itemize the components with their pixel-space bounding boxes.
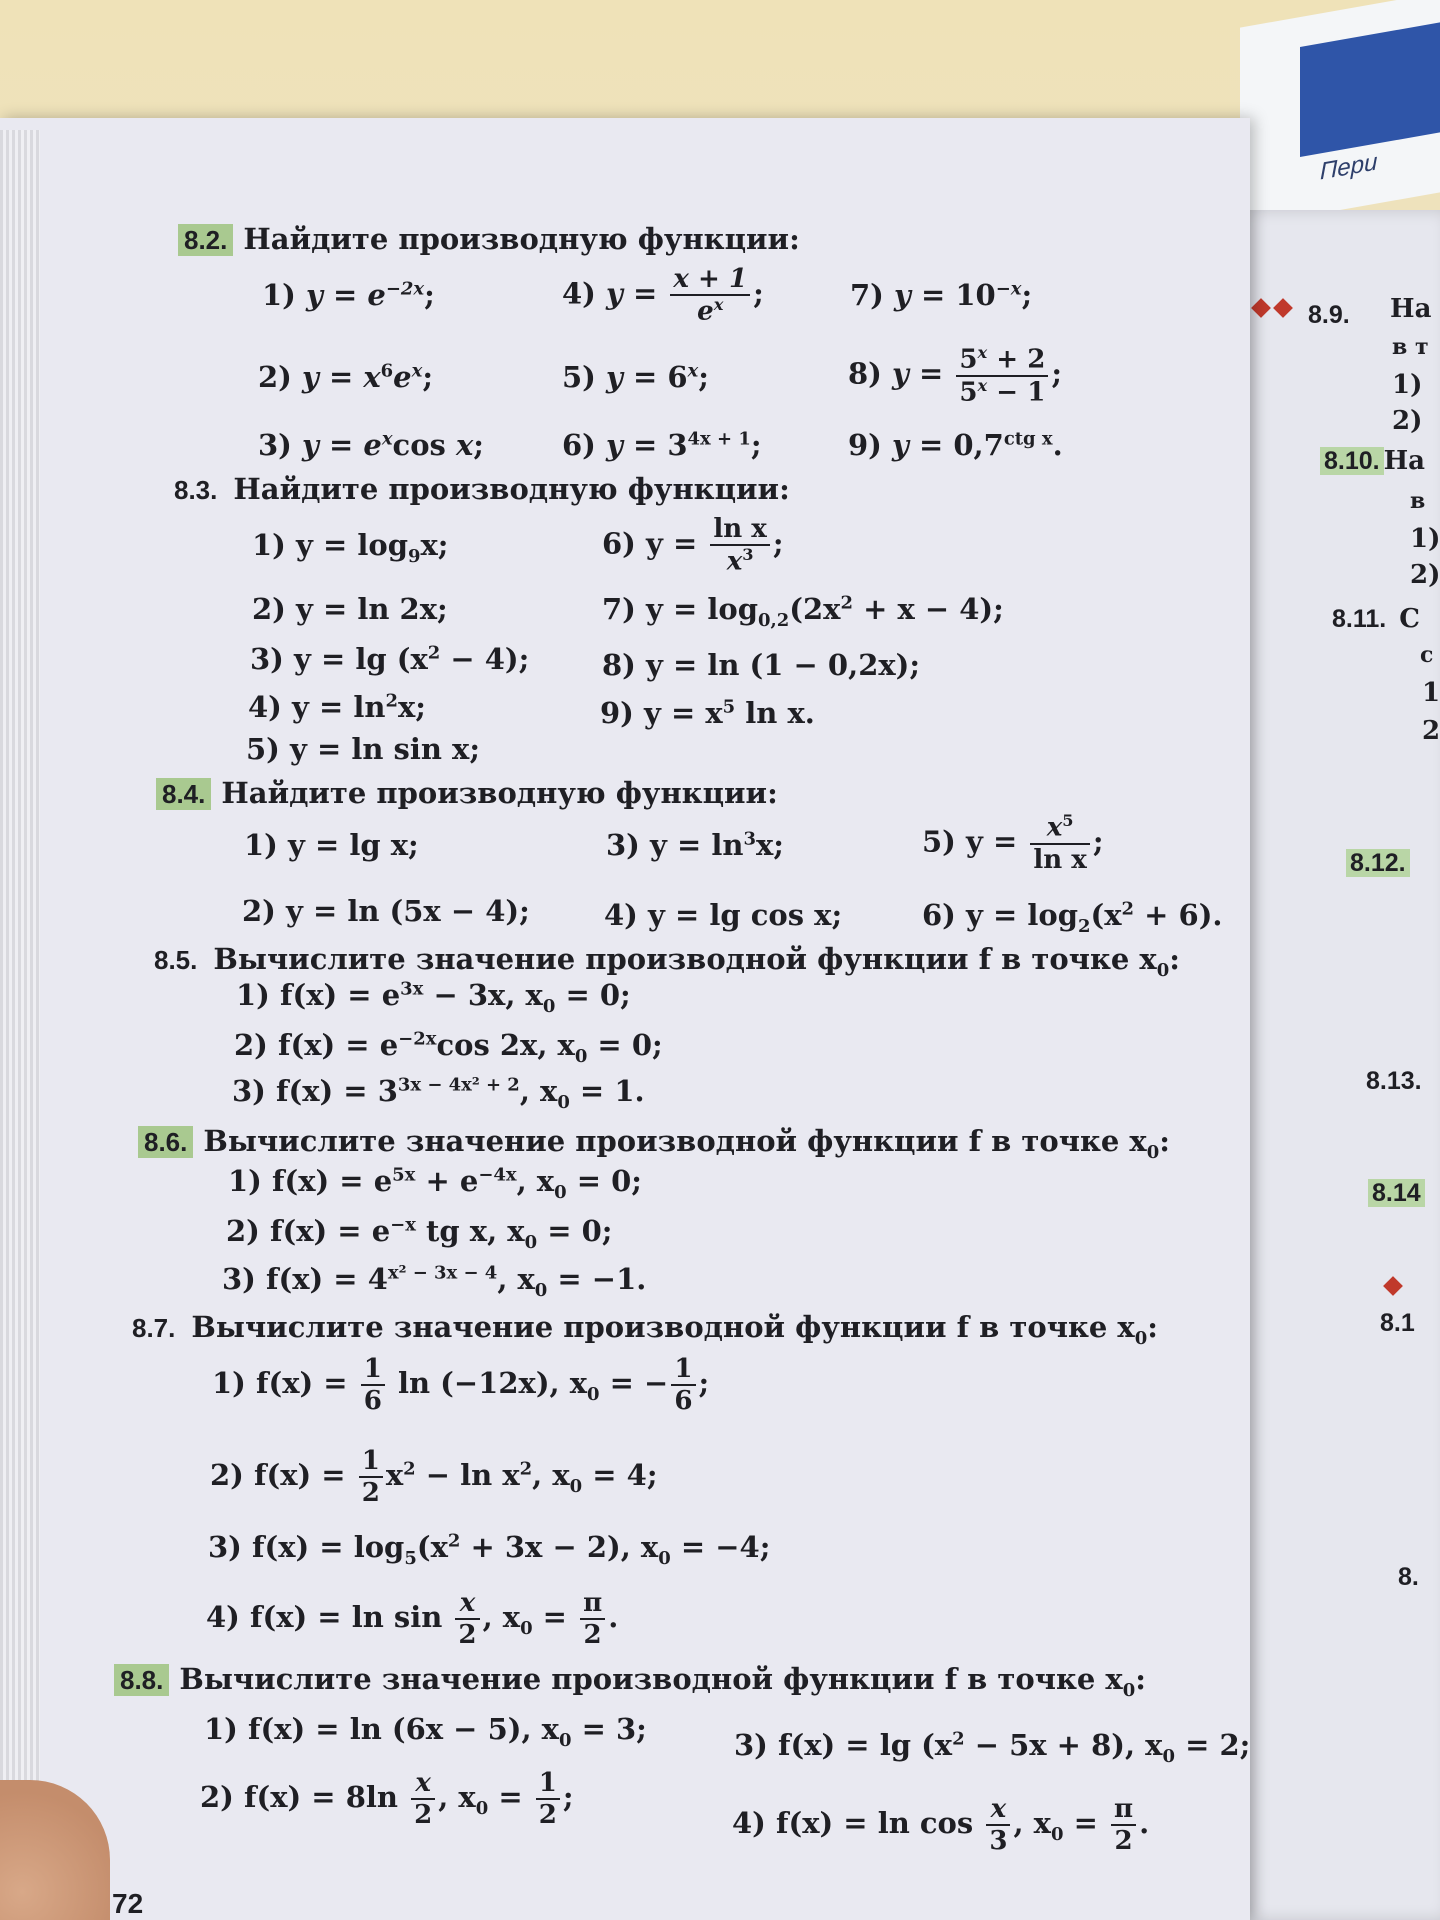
task: 1) f(x) = $\frac{1}{6}$ ln (−12x), $x_0$ = − $\frac{1}{6}$ ; [212, 1353, 710, 1416]
exercise-header: 8.2. Найдите производную функции: [178, 222, 800, 256]
card-blue-block [1300, 21, 1440, 157]
task: 2) $f(x) = e^{-x}$ tg x, $x_0 = 0$; [226, 1214, 613, 1253]
rp-line: 8.9. [1308, 301, 1350, 329]
rp-line: На [1390, 294, 1432, 324]
right-page [1242, 210, 1440, 1920]
diamond-icon [1251, 298, 1271, 318]
exercise-header: 8.8. Вычислите значение производной функции f в точке $x_0$: [114, 1662, 1146, 1701]
task: 2) y = ln 2x; [252, 592, 448, 626]
rp-line: 8. [1398, 1563, 1419, 1591]
rp-line: 1) [1392, 370, 1423, 400]
diamond-icon [1273, 298, 1293, 318]
task: 8) y = ln (1 − 0,2x); [602, 648, 921, 682]
task: 3) $f(x) = 4^{x^2 - 3x - 4}$, $x_0 = -1$. [222, 1262, 647, 1301]
task: 2) $f(x) = e^{-2x}\cos$ 2x, $x_0 = 0$; [234, 1028, 663, 1067]
exercise-header: 8.7. Вычислите значение производной функции f в точке $x_0$: [132, 1310, 1158, 1349]
page-number: 72 [112, 1888, 144, 1919]
task: 3) $y = \ln^3x$; [606, 828, 784, 862]
task: 2) $y = x^6e^x$; [258, 360, 434, 394]
task: 1) $y = e^{-2x}$; [262, 278, 435, 312]
rp-line [1250, 292, 1294, 322]
task: 3) $f(x) = 3^{3x - 4x^2 + 2}$, $x_0 = 1$. [232, 1074, 645, 1113]
task: 4) $y = \ln^2x$; [248, 690, 426, 724]
task: 1) y = lg x; [244, 828, 419, 862]
rp-line: в т [1392, 334, 1429, 360]
task: 1) $y = \log_9x$; [252, 528, 449, 567]
rp-line: 8.11. С [1332, 604, 1420, 634]
page-edge [0, 130, 40, 1920]
rp-line [1382, 1270, 1404, 1300]
diamond-icon [1383, 1276, 1403, 1296]
task: 2) f(x) = $\frac{1}{2}$ $x^2 - \ln x^2$, $x_0 = 4$; [210, 1445, 658, 1508]
task: 7) $y = \log_{0,2}(2x^2 + x - 4)$; [602, 592, 1004, 631]
rp-line: в [1410, 488, 1426, 514]
task: 2) y = ln (5x − 4); [242, 894, 530, 928]
task: 6) y = $\frac{\text{ln x}}{x^3}$ ; [602, 513, 784, 577]
task: 3) $y = e^x\cos$ x; [258, 428, 484, 462]
exercise-header: 8.6. Вычислите значение производной функции f в точке $x_0$: [138, 1124, 1170, 1163]
task: 6) $y = 3^{4x + 1}$; [562, 428, 762, 462]
task: 4) f(x) = ln sin $\frac{x}{2}$ , $x_0$ = $\frac{\pi}{2}$ . [206, 1587, 619, 1650]
rp-line: 8.14 [1368, 1178, 1425, 1208]
task: 5) y = ln sin x; [246, 732, 481, 766]
rp-line: с [1420, 642, 1434, 668]
rp-line: 8.12. [1346, 848, 1410, 878]
rp-line: 1 [1422, 678, 1440, 708]
task: 2) f(x) = 8ln $\frac{x}{2}$ , $x_0$ = $\frac{1}{2}$ ; [200, 1767, 574, 1830]
exercise-header: 8.3. Найдите производную функции: [174, 472, 790, 506]
rp-line: 8.13. [1366, 1067, 1422, 1095]
task: 5) $y = 6^x$; [562, 360, 709, 394]
task: 5) y = $\frac{x^5}{\text{ln x}}$ ; [922, 811, 1104, 875]
rp-line: 8.1 [1380, 1309, 1415, 1337]
task: 9) $y = 0,7^{ctg x}$. [848, 428, 1063, 462]
task: 4) y = lg cos x; [604, 898, 843, 932]
rp-line: 2 [1422, 716, 1440, 746]
task: 1) $f(x) = e^{5x} + e^{-4x}$, $x_0 = 0$; [228, 1164, 642, 1203]
task: 9) $y = x^5$ ln x. [600, 696, 815, 730]
task: 3) $y = \lg (x^2 - 4)$; [250, 642, 530, 676]
task: 4) y = $\frac{x + 1}{e^x}$ ; [562, 263, 764, 327]
task: 4) f(x) = ln cos $\frac{x}{3}$ , $x_0$ = $\frac{\pi}{2}$ . [732, 1793, 1150, 1856]
rp-line: 8.10. На [1320, 446, 1425, 476]
exercise-header: 8.4. Найдите производную функции: [156, 776, 778, 810]
task: 1) $f(x) = e^{3x} - 3x$, $x_0 = 0$; [236, 978, 631, 1017]
rp-line: 2) [1392, 406, 1423, 436]
task: 3) $f(x) = \lg (x^2 - 5x + 8)$, $x_0 = 2$; [734, 1728, 1251, 1767]
rp-line: 1) [1410, 524, 1440, 554]
task: 3) $f(x) = \log_5(x^2 + 3x - 2)$, $x_0 = -4$; [208, 1530, 771, 1569]
rp-line: 2) [1410, 560, 1440, 590]
card-label: Пери [1320, 148, 1378, 186]
task: 6) $y = \log_2(x^2 + 6)$. [922, 898, 1223, 937]
task: 1) f(x) = ln (6x − 5), $x_0 = 3$; [204, 1712, 647, 1751]
task: 7) $y = 10^{-x}$; [850, 278, 1033, 312]
next-page-card [1240, 0, 1440, 228]
task: 8) y = $\frac{5^x + 2}{5^x - 1}$ ; [848, 343, 1063, 408]
exercise-header: 8.5. Вычислите значение производной функции f в точке $x_0$: [154, 942, 1180, 981]
